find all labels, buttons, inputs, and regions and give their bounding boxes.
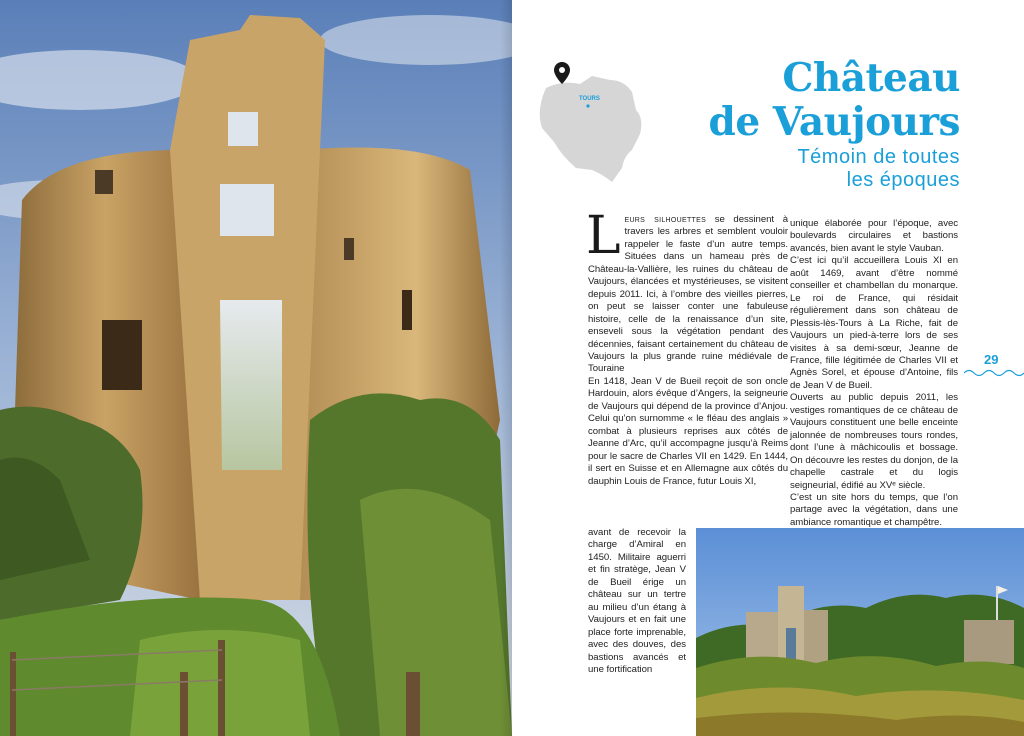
right-page (512, 0, 1024, 736)
article-column-2 (790, 218, 958, 529)
article-title-block (709, 56, 960, 192)
article-paragraph-3: unique élaborée pour l’époque, avec boulevards circulaires et bastions avancés, bien avant le style Vauban. (790, 218, 958, 254)
indre-et-loire-map-shape (540, 76, 642, 182)
article-paragraph-2-continued: avant de recevoir la charge d’Amiral en 1450. Militaire aguerri et fin stratège, Jean V de Bueil érige un château sur un tertre au milieu d’un étang à Vaujours et en fait une place forte imprenable, avec des douves, des bastions avancés et une fortification (588, 527, 686, 675)
map-city-label: TOURS (579, 96, 600, 102)
paragraph-1-text: se dessinent à travers les arbres et semblent vouloir rappeler le faste d’un autre temps. Situées dans un hameau près de Château-la-Vallière, les ruines du château de Vaujours, élancées et mystérieuses, se visitent depuis 2011. Ici, à l’ombre des vieilles pierres, on peut se laisser conter une fabuleuse histoire, celle de la renaissance d’un site, enseveli sous la végétation pendant des décennies, faisant certainement du château de Vaujours la plus grande ruine médiévale de Touraine (588, 214, 788, 375)
page-title-line2: de Vaujours (708, 99, 960, 145)
page-number: 29 (984, 352, 999, 367)
lead-smallcaps: eurs silhouettes (624, 214, 707, 225)
article-paragraph-4: C’est ici qu’il accueillera Louis XI en août 1469, avant d’être nommé conseiller et chambellan du monarque. Le roi de France, qui résidait régulièrement dans son château de Plessis-lès-Tours à La Riche, fait de Vaujours un pied-à-terre lors de ses visites à sa demi-sœur, Jeanne de France, fille légitimée de Charles VII et Agnès Sorel, et épouse d’Antoine, fils de Jean V de Bueil. (790, 255, 958, 391)
location-pin-icon (554, 62, 570, 84)
wave-decoration-icon (964, 368, 1024, 378)
article-column-1 (586, 206, 788, 488)
page-title-line1: Château (782, 55, 960, 101)
article-paragraph-5: Ouverts au public depuis 2011, les vestiges romantiques de ce château de Vaujours constituent une belle enceinte jalonnée de nombreuses tours rondes, dont l’une à mâchicoulis et bossage. On découvre les restes du donjon, de la chapelle castrale et du logis seigneurial, édifié au XVᵉ siècle. (790, 392, 958, 491)
article-paragraph-1 (586, 206, 788, 376)
article-paragraph-2: En 1418, Jean V de Bueil reçoit de son oncle Hardouin, alors évêque d’Angers, la seigneurie de Vaujours qui dépend de la province d’Anjou. Celui qu’on surnomme « le fléau des anglais » combat à plusieurs reprises aux côtés de Jeanne d’Arc, qu’il accompagne jusqu’à Reims pour le sacre de Charles VII en 1429. En 1444, il sert en Suisse et en Allemagne aux côtés du dauphin Louis de France, futur Louis XI, (588, 375, 788, 487)
article-column-1-narrow (588, 527, 686, 676)
tours-dot (586, 104, 589, 107)
page-subtitle-line2: les époques (846, 169, 960, 191)
article-paragraph-6: C’est un site hors du temps, que l’on partage avec la végétation, dans une ambiance romantique et champêtre. (790, 491, 958, 528)
drop-cap: L (586, 206, 621, 266)
castle-landscape-photo (696, 528, 1024, 736)
page-subtitle-line1: Témoin de toutes (797, 146, 960, 168)
region-map (532, 58, 652, 188)
